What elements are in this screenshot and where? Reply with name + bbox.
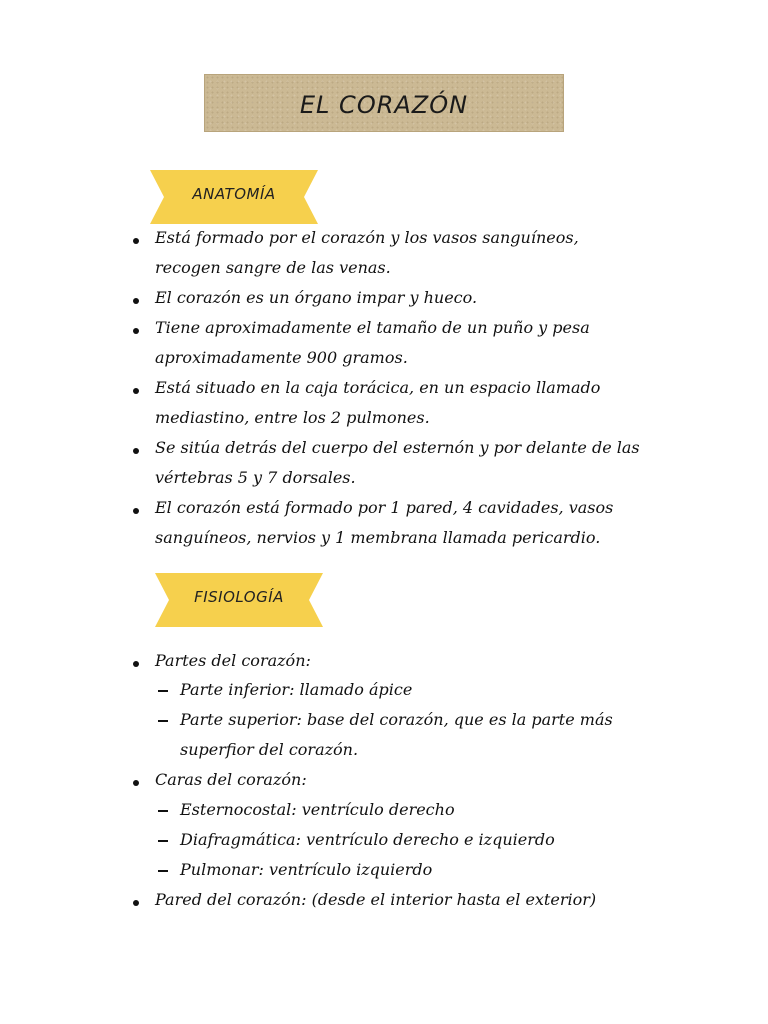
banner-anatomia: [150, 170, 318, 224]
list-item-line: El corazón es un órgano impar y hueco.: [155, 288, 478, 307]
sub-item-line: Esternocostal: ventrículo derecho: [180, 800, 455, 819]
dash: [158, 810, 168, 812]
section-heading-anatomia: ANATOMÍA: [192, 185, 276, 203]
sub-item-line: Parte inferior: llamado ápice: [180, 680, 413, 699]
bullet: [133, 900, 139, 906]
list-item-line: vértebras 5 y 7 dorsales.: [155, 468, 356, 487]
bullet: [133, 298, 139, 304]
list-item-line: recogen sangre de las venas.: [155, 258, 391, 277]
list-item-line: Se sitúa detrás del cuerpo del esternón y por delante de las: [155, 438, 640, 457]
bullet: [133, 661, 139, 667]
list-item-line: Pared del corazón: (desde el interior hasta el exterior): [155, 890, 597, 909]
title-box: [204, 74, 564, 132]
bullet: [133, 238, 139, 244]
sub-item-line: Parte superior: base del corazón, que es la parte más: [180, 710, 613, 729]
dash: [158, 840, 168, 842]
page-title: EL CORAZÓN: [299, 91, 469, 119]
list-item-line: Está formado por el corazón y los vasos sanguíneos,: [155, 228, 579, 247]
section-heading-fisiologia: FISIOLOGÍA: [194, 588, 284, 606]
bullet: [133, 448, 139, 454]
dash: [158, 720, 168, 722]
list-item-line: Tiene aproximadamente el tamaño de un puño y pesa: [155, 318, 590, 337]
list-item-line: sanguíneos, nervios y 1 membrana llamada pericardio.: [155, 528, 601, 547]
banner-fisiologia: [155, 573, 323, 627]
list-item-line: Partes del corazón:: [155, 651, 311, 670]
list-item-line: Está situado en la caja torácica, en un espacio llamado: [155, 378, 601, 397]
list-item-line: Caras del corazón:: [155, 770, 307, 789]
bullet: [133, 508, 139, 514]
dash: [158, 690, 168, 692]
sub-item-line: Diafragmática: ventrículo derecho e izquierdo: [180, 830, 555, 849]
dash: [158, 870, 168, 872]
list-item-line: El corazón está formado por 1 pared, 4 cavidades, vasos: [155, 498, 614, 517]
list-item-line: mediastino, entre los 2 pulmones.: [155, 408, 430, 427]
bullet: [133, 780, 139, 786]
bullet: [133, 328, 139, 334]
sub-item-line: Pulmonar: ventrículo izquierdo: [180, 860, 433, 879]
sub-item-line: superfior del corazón.: [180, 740, 359, 759]
bullet: [133, 388, 139, 394]
list-item-line: aproximadamente 900 gramos.: [155, 348, 408, 367]
